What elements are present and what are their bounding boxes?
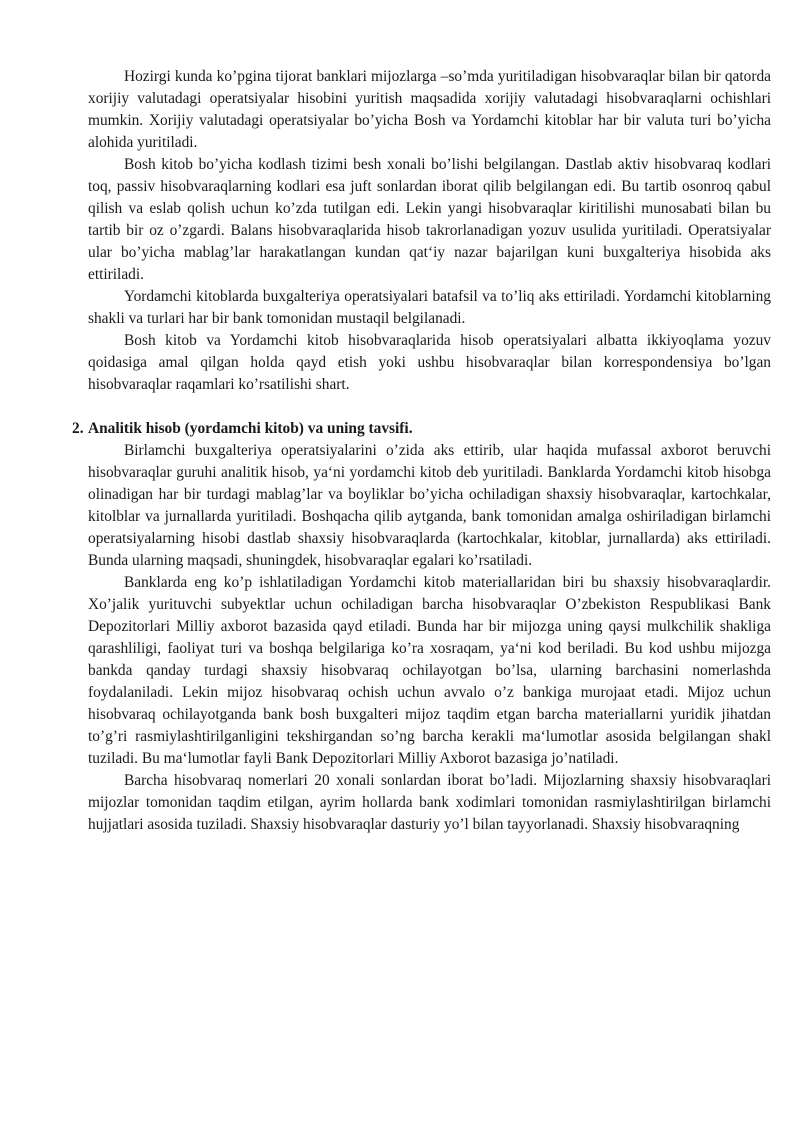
section-title: Analitik hisob (yordamchi kitob) va uning tavsifi. (88, 420, 413, 437)
paragraph: Banklarda eng ko’p ishlatiladigan Yordamchi kitob materiallaridan biri bu shaxsiy hisobvaraqlardir. Xo’jalik yurituvchi subyektlar uchun ochiladigan barcha hisobvaraqlar O’zbekiston Respublikasi Bank Depozitorlari Milliy axborot bazasida qayd etiladi. Bunda har bir mijozga uning qaysi mulkchilik shakliga qarashliligi, faoliyat turi va boshqa belgilariga ko’ra xosraqam, ya‘ni kod beriladi. Bu kod ushbu mijozga bankda qanday turdagi shaxsiy hisobvaraq ochilayotgan bo’lsa, ularning barchasini nomerlashda foydalaniladi. Lekin mijoz hisobvaraq ochish uchun avvalo o’z bankiga murojaat etadi. Mijoz uchun hisobvaraq ochilayotganda bank bosh buxgalteri mijoz taqdim etgan barcha materiallarni yuridik jihatdan to’g’ri rasmiylashtirilganligini tekshirgandan so’ng barcha kerakli ma‘lumotlar asosida belgilangan shakl tuziladi. Bu ma‘lumotlar fayli Bank Depozitorlari Milliy Axborot bazasiga jo’natiladi. (88, 574, 771, 767)
paragraph: Hozirgi kunda ko’pgina tijorat banklari mijozlarga –so’mda yuritiladigan hisobvaraqlar bilan bir qatorda xorijiy valutadagi operatsiyalar hisobini yuritish maqsadida xorijiy valutadagi hisobvaraqlarni ochishlari mumkin. Xorijiy valutadagi operatsiyalar bo’yicha Bosh va Yordamchi kitoblar har bir valuta turi bo’yicha alohida yuritiladi. (88, 68, 771, 151)
paragraph: Bosh kitob bo’yicha kodlash tizimi besh xonali bo’lishi belgilangan. Dastlab aktiv hisobvaraq kodlari toq, passiv hisobvaraqlarning kodlari esa juft sonlardan iborat qilib belgilangan edi. Bu tartib osonroq qabul qilish va eslab qolish uchun ko’zda tutilgan edi. Lekin yangi hisobvaraqlar kiritilishi munosabati bilan bu tartib bir oz o’zgardi. Balans hisobvaraqlarida hisob takrorlanadigan yozuv usulida yuritiladi. Operatsiyalar ular bo’yicha mablag’lar harakatlangan kundan qat‘iy nazar bajarilgan kuni buxgalteriya hisobida aks ettiriladi. (88, 156, 771, 283)
paragraph: Birlamchi buxgalteriya operatsiyalarini o’zida aks ettirib, ular haqida mufassal axborot beruvchi hisobvaraqlar guruhi analitik hisob, ya‘ni yordamchi kitob deb yuritiladi. Banklarda Yordamchi kitob hisobga olinadigan har bir turdagi mablag’lar va boyliklar bo’yicha ochiladigan shaxsiy hisobvaraqlar, kartochkalar, kitolblar va jurnallarda yuritiladi. Boshqacha qilib aytganda, bank tomonidan amalga oshiriladigan birlamchi operatsiyalarning hisobi dastlab shaxsiy hisobvaraqlarda (kartochkalar, kitoblar, jurnallarda) aks ettiriladi. Bunda ularning maqsadi, shuningdek, hisobvaraqlar egalari ko’rsatiladi. (88, 442, 771, 569)
paragraph: Bosh kitob va Yordamchi kitob hisobvaraqlarida hisob operatsiyalari albatta ikkiyoqlama yozuv qoidasiga amal qilgan holda qayd etish yoki ushbu hisobvaraqlar bilan korrespondensiya bo’lgan hisobvaraqlar raqamlari ko’rsatilishi shart. (88, 332, 771, 393)
section-heading (72, 418, 771, 440)
section-number: 2. (72, 420, 84, 437)
document-page (72, 66, 771, 836)
paragraph: Barcha hisobvaraq nomerlari 20 xonali sonlardan iborat bo’ladi. Mijozlarning shaxsiy hisobvaraqlari mijozlar tomonidan taqdim etilgan, ayrim hollarda bank xodimlari tomonidan rasmiylashtirilgan birlamchi hujjatlari asosida tuziladi. Shaxsiy hisobvaraqlar dasturiy yo’l bilan tayyorlanadi. Shaxsiy hisobvaraqning (88, 772, 771, 833)
paragraph: Yordamchi kitoblarda buxgalteriya operatsiyalari batafsil va to’liq aks ettiriladi. Yordamchi kitoblarning shakli va turlari har bir bank tomonidan mustaqil belgilanadi. (88, 288, 771, 327)
